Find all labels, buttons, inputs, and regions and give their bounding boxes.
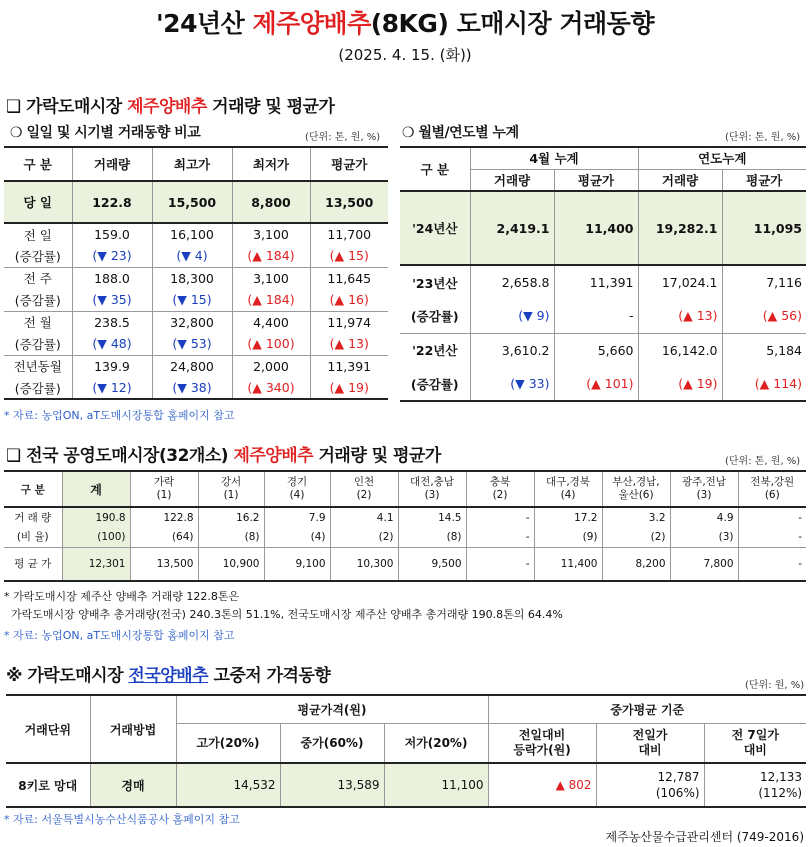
row-label: (비 율) — [4, 527, 62, 547]
section2-title-highlight: 제주양배추 — [233, 446, 314, 466]
header-cell: 평균가 — [331, 157, 368, 172]
header-line: 대비 — [638, 742, 662, 757]
value-cell: (9) — [534, 527, 602, 547]
change-cell: (▲ 184) — [232, 289, 310, 311]
row-sublabel: (증감률) — [4, 377, 72, 399]
table-row — [4, 377, 388, 399]
row-sublabel: (증감률) — [4, 245, 72, 267]
row-label: 전 일 — [4, 223, 72, 245]
row-sublabel: (증감률) — [4, 333, 72, 355]
cumulative-unit: (단위: 톤, 원, %) — [725, 132, 801, 143]
header-cell: 계 — [62, 471, 130, 507]
table-header-row — [400, 147, 806, 169]
trade-method-cell: 경매 — [90, 763, 176, 807]
table-row — [4, 355, 388, 377]
header-cell — [704, 723, 806, 763]
value-cell: - — [466, 507, 534, 527]
value-cell: 4.1 — [330, 507, 398, 527]
value-cell: 13,500 — [130, 547, 198, 581]
value-cell: 11,645 — [327, 270, 372, 286]
value-cell: 7,800 — [670, 547, 738, 581]
header-cell: 최고가 — [152, 147, 232, 181]
value-cell: 18,300 — [152, 267, 232, 289]
title-prefix: '24년산 — [156, 9, 253, 38]
header-cell — [602, 471, 670, 507]
section2-note-2: 가락도매시장 양배추 총거래량(전국) 240.3톤의 51.1%, 전국도매시장 제주산 양배추 총거래량 190.8톤의 64.4% — [4, 608, 563, 621]
value-cell: 188.0 — [72, 267, 152, 289]
header-line: 전일가 — [632, 727, 668, 742]
prev-day-cell — [596, 763, 704, 807]
value-cell: (8) — [198, 527, 264, 547]
table-row — [4, 245, 388, 267]
header-line: (1) — [223, 489, 239, 501]
page-title — [0, 4, 810, 40]
value-cell: (4) — [264, 527, 330, 547]
table-row — [4, 267, 388, 289]
header-group: 4월 누계 — [470, 147, 638, 169]
header-cell — [738, 471, 806, 507]
price-row — [4, 547, 806, 581]
header-cell: 저가(20%) — [384, 723, 488, 763]
value-cell: - — [798, 557, 802, 570]
change-cell: (▲ 19) — [638, 367, 722, 401]
header-cell: 거래단위 — [6, 695, 90, 763]
table-row — [400, 299, 806, 333]
daily-comparison-table — [4, 146, 388, 400]
header-line: (2) — [356, 489, 372, 501]
header-cell — [398, 471, 466, 507]
row-sublabel: (증감률) — [400, 299, 470, 333]
value-cell: 17.2 — [534, 507, 602, 527]
row-label: 전 주 — [4, 267, 72, 289]
value-cell: 16.2 — [198, 507, 264, 527]
header-cell: 최저가 — [232, 147, 310, 181]
header-line: (3) — [424, 489, 440, 501]
change-cell: (▲ 13) — [638, 299, 722, 333]
header-line: 등락가(원) — [513, 742, 571, 757]
value-cell: (8) — [398, 527, 466, 547]
header-cell — [534, 471, 602, 507]
section3-title-suffix: 고중저 가격동향 — [208, 666, 331, 686]
header-cell: 평균가 — [746, 172, 783, 188]
change-cell: (▼ 35) — [72, 289, 152, 311]
header-line: (3) — [696, 489, 712, 501]
header-line: (4) — [560, 489, 576, 501]
header-cell: 거래방법 — [90, 695, 176, 763]
change-cell: (▼ 9) — [470, 299, 554, 333]
header-line: (1) — [156, 489, 172, 501]
value-cell: 7,116 — [766, 275, 802, 290]
mid-price-cell: 13,589 — [280, 763, 384, 807]
change-cell: (▼ 53) — [152, 333, 232, 355]
row-label: 당 일 — [4, 181, 72, 223]
header-cell: 거래량 — [638, 169, 722, 191]
section3-source-note: * 자료: 서울특별시농수산식품공사 홈페이지 참고 — [4, 813, 240, 826]
bullet-icon: ❍ — [10, 125, 23, 141]
section2-unit: (단위: 톤, 원, %) — [725, 456, 801, 467]
prev7-value: 12,133 — [760, 770, 803, 784]
header-cell — [670, 471, 738, 507]
section-marker-icon: ❑ — [6, 97, 21, 117]
cumulative-table — [400, 146, 806, 402]
row-label: 거 래 량 — [4, 507, 62, 527]
value-cell: 11,400 — [554, 191, 638, 265]
header-group: 연도누계 — [638, 147, 806, 169]
current-year-row — [400, 191, 806, 265]
section1-title-prefix: 가락도매시장 — [26, 97, 128, 117]
table-row — [4, 311, 388, 333]
value-cell: (3) — [670, 527, 738, 547]
header-line: (6) — [764, 489, 780, 501]
value-cell: 2,419.1 — [470, 191, 554, 265]
table-header-row — [4, 471, 806, 507]
header-line: 전북,강원 — [750, 476, 795, 488]
report-date: (2025. 4. 15. (화)) — [338, 46, 472, 64]
change-cell: (▲ 101) — [554, 367, 638, 401]
value-cell: 238.5 — [72, 311, 152, 333]
change-cell: (▲ 13) — [329, 336, 369, 352]
section3-unit: (단위: 원, %) — [745, 680, 805, 691]
table-header-row — [6, 695, 806, 723]
header-cell — [330, 471, 398, 507]
value-cell: 24,800 — [152, 355, 232, 377]
value-cell: 5,660 — [554, 333, 638, 367]
header-cell: 거래량 — [470, 169, 554, 191]
row-label: '24년산 — [400, 191, 470, 265]
daily-unit: (단위: 톤, 원, %) — [305, 132, 381, 143]
table-row — [4, 333, 388, 355]
change-cell: (▲ 100) — [232, 333, 310, 355]
section2-title-suffix: 거래량 및 평균가 — [313, 446, 441, 466]
value-cell: 190.8 — [62, 507, 130, 527]
value-cell: 11,095 — [753, 220, 802, 236]
value-cell: - — [798, 511, 802, 524]
header-line: 전 7일가 — [731, 727, 779, 742]
value-cell: 11,400 — [534, 547, 602, 581]
value-cell: 3,100 — [232, 267, 310, 289]
row-sublabel: (증감률) — [400, 367, 470, 401]
value-cell: 2,000 — [232, 355, 310, 377]
header-line: 인천 — [353, 476, 375, 488]
value-cell: 16,100 — [152, 223, 232, 245]
change-price-cell: ▲ 802 — [488, 763, 596, 807]
section1-title-highlight: 제주양배추 — [127, 97, 207, 117]
header-cell: 구 분 — [4, 147, 72, 181]
volume-row — [4, 507, 806, 527]
bullet-icon: ❍ — [402, 125, 415, 141]
change-cell: (▼ 48) — [72, 333, 152, 355]
value-cell: 4,400 — [232, 311, 310, 333]
header-line: 대구,경북 — [546, 476, 590, 488]
value-cell: 11,974 — [327, 314, 372, 330]
prev7-pct: (112%) — [758, 786, 803, 800]
value-cell: 12,301 — [62, 547, 130, 581]
section1-title-suffix: 거래량 및 평균가 — [206, 97, 335, 117]
footer-org: 제주농산물수급관리센터 (749-2016) — [605, 830, 804, 844]
row-label: 전 월 — [4, 311, 72, 333]
change-cell: (▲ 16) — [329, 292, 369, 308]
value-cell: 7.9 — [264, 507, 330, 527]
prev-day-pct: (106%) — [655, 786, 700, 800]
value-cell: (2) — [602, 527, 670, 547]
change-cell: (▼ 38) — [152, 377, 232, 399]
value-cell: 11,391 — [554, 265, 638, 299]
price-grade-table — [6, 694, 806, 808]
nationwide-table — [4, 470, 806, 582]
daily-comparison-title: 일일 및 시기별 거래동향 비교 — [26, 125, 201, 141]
change-cell: - — [554, 299, 638, 333]
high-price-cell: 14,532 — [176, 763, 280, 807]
header-cell — [488, 723, 596, 763]
value-cell: - — [466, 527, 534, 547]
title-highlight: 제주양배추 — [252, 9, 371, 38]
section2-title-prefix: 전국 공영도매시장(32개소) — [26, 446, 234, 466]
value-cell: 8,200 — [602, 547, 670, 581]
section2-heading — [6, 441, 441, 466]
header-cell: 고가(20%) — [176, 723, 280, 763]
header-cell — [198, 471, 264, 507]
value-cell: 122.8 — [130, 507, 198, 527]
value-cell: - — [466, 547, 534, 581]
section2-note-1: * 가락도매시장 제주산 양배추 거래량 122.8톤은 — [4, 590, 240, 603]
section2-source-note: * 자료: 농업ON, aT도매시장통합 홈페이지 참고 — [4, 629, 235, 642]
value-cell: 14.5 — [398, 507, 466, 527]
section-marker-icon: ❑ — [6, 446, 21, 466]
value-cell: 5,184 — [766, 342, 802, 358]
header-cell — [130, 471, 198, 507]
value-cell: - — [798, 530, 802, 543]
header-cell: 중가(60%) — [280, 723, 384, 763]
header-line: 광주,전남 — [682, 476, 726, 488]
table-row — [400, 265, 806, 299]
header-line: 전일대비 — [518, 727, 566, 742]
value-cell: 4.9 — [670, 507, 738, 527]
header-group: 중가평균 기준 — [488, 695, 806, 723]
header-cell: 거래량 — [72, 147, 152, 181]
today-volume: 122.8 — [72, 181, 152, 223]
row-label: 평 균 가 — [4, 547, 62, 581]
header-line: 대비 — [743, 742, 767, 757]
row-label: '22년산 — [400, 333, 470, 367]
value-cell: 32,800 — [152, 311, 232, 333]
header-line: (4) — [289, 489, 305, 501]
table-row — [4, 223, 388, 245]
header-line: 울산(6) — [618, 489, 654, 501]
value-cell: 139.9 — [72, 355, 152, 377]
change-cell: (▲ 184) — [232, 245, 310, 267]
table-row — [4, 289, 388, 311]
value-cell: 11,700 — [327, 227, 372, 242]
prev-day-value: 12,787 — [657, 770, 700, 784]
row-label: '23년산 — [400, 265, 470, 299]
value-cell: (64) — [130, 527, 198, 547]
change-cell: (▼ 12) — [72, 377, 152, 399]
section1-source-note: * 자료: 농업ON, aT도매시장통합 홈페이지 참고 — [4, 409, 235, 422]
header-group: 평균가격(원) — [176, 695, 488, 723]
change-cell: (▼ 33) — [470, 367, 554, 401]
change-cell: (▲ 15) — [329, 248, 369, 264]
table-row — [400, 367, 806, 401]
value-cell: 3.2 — [602, 507, 670, 527]
value-cell: 3,610.2 — [470, 333, 554, 367]
value-cell: 9,100 — [264, 547, 330, 581]
header-cell — [596, 723, 704, 763]
change-cell: (▲ 56) — [762, 308, 802, 324]
section3-heading — [6, 661, 330, 686]
header-line: 대전,충남 — [410, 476, 454, 488]
value-cell: 2,658.8 — [470, 265, 554, 299]
header-line: 가락 — [153, 476, 175, 488]
header-line: 충북 — [489, 476, 511, 488]
trade-unit-cell: 8키로 망대 — [6, 763, 90, 807]
row-label: 전년동월 — [4, 355, 72, 377]
today-high: 15,500 — [152, 181, 232, 223]
header-line: 강서 — [220, 476, 242, 488]
header-line: (2) — [492, 489, 508, 501]
daily-comparison-heading — [10, 122, 200, 142]
value-cell: (100) — [62, 527, 130, 547]
change-cell: (▼ 23) — [72, 245, 152, 267]
section3-title-highlight: 전국양배추 — [128, 666, 209, 686]
change-cell: (▲ 114) — [754, 376, 802, 391]
prev7-cell — [704, 763, 806, 807]
today-avg: 13,500 — [325, 194, 374, 210]
header-cell: 평균가 — [554, 169, 638, 191]
header-cell: 구 분 — [400, 147, 470, 191]
value-cell: 11,391 — [327, 358, 372, 374]
row-sublabel: (증감률) — [4, 289, 72, 311]
header-cell — [466, 471, 534, 507]
header-cell: 구 분 — [4, 471, 62, 507]
change-cell: (▲ 19) — [329, 380, 369, 395]
value-cell: 3,100 — [232, 223, 310, 245]
value-cell: 10,300 — [330, 547, 398, 581]
header-line: 경기 — [286, 476, 308, 488]
table-row — [400, 333, 806, 367]
title-suffix: (8KG) 도매시장 거래동향 — [370, 9, 654, 38]
table-row — [6, 763, 806, 807]
today-row — [4, 181, 388, 223]
section3-title-prefix: 가락도매시장 — [27, 666, 129, 686]
value-cell: 159.0 — [72, 223, 152, 245]
change-cell: (▼ 15) — [152, 289, 232, 311]
cumulative-heading — [402, 122, 519, 142]
change-cell: (▲ 340) — [232, 377, 310, 399]
header-line: 부산,경남, — [612, 476, 660, 488]
value-cell: 9,500 — [398, 547, 466, 581]
today-low: 8,800 — [232, 181, 310, 223]
reference-mark-icon: ※ — [6, 666, 23, 686]
change-cell: (▼ 4) — [152, 245, 232, 267]
value-cell: 17,024.1 — [638, 265, 722, 299]
value-cell: 16,142.0 — [638, 333, 722, 367]
cumulative-title: 월별/연도별 누계 — [418, 125, 519, 141]
ratio-row — [4, 527, 806, 547]
low-price-cell: 11,100 — [384, 763, 488, 807]
value-cell: 19,282.1 — [638, 191, 722, 265]
section1-heading — [6, 92, 334, 117]
value-cell: (2) — [330, 527, 398, 547]
value-cell: 10,900 — [198, 547, 264, 581]
header-cell — [264, 471, 330, 507]
table-header-row — [4, 147, 388, 181]
